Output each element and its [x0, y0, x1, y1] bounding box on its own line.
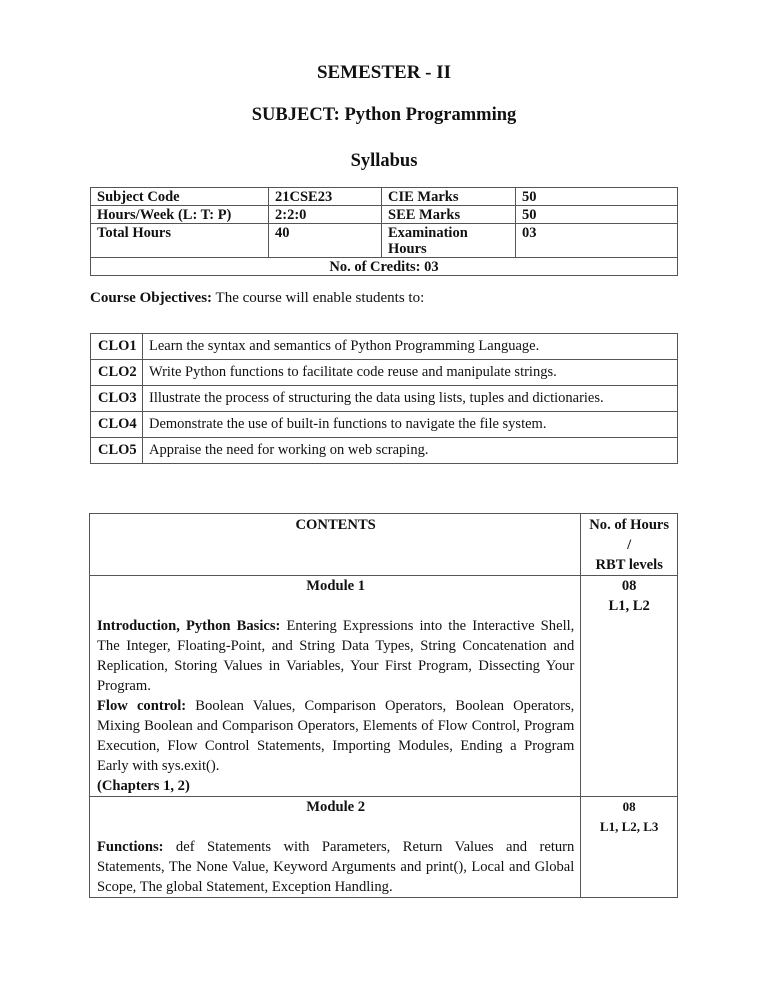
clo-text: Demonstrate the use of built-in functions to navigate the file system. — [143, 412, 678, 438]
module-1-hours-cell — [581, 576, 678, 797]
clo-text: Illustrate the process of structuring the data using lists, tuples and dictionaries. — [143, 386, 678, 412]
clo-text: Appraise the need for working on web scraping. — [143, 438, 678, 464]
info-value: 50 — [516, 206, 678, 224]
clo-text: Learn the syntax and semantics of Python Programming Language. — [143, 334, 678, 360]
info-label: Subject Code — [91, 188, 269, 206]
hours-header-line1: No. of Hours — [589, 517, 670, 533]
contents-table — [89, 513, 678, 898]
table-row — [91, 206, 678, 224]
module-2-hours: 08 — [622, 799, 636, 814]
clo-code: CLO2 — [91, 360, 143, 386]
section-text: Boolean Values, Comparison Operators, Boolean Operators, Mixing Boolean and Comparison Operators, Elements of Flow Control, Program Execution, Flow Control Statements, Importing Modules, Ending a Program Early with sys.exit(). — [97, 698, 575, 774]
module-1-title: Module 1 — [306, 578, 366, 594]
subject-heading: SUBJECT: Python Programming — [251, 105, 517, 125]
section-label: Functions: — [97, 839, 164, 855]
table-header-row — [90, 514, 678, 576]
module-2-hours-cell — [581, 797, 678, 898]
table-row — [91, 188, 678, 206]
section-label: Introduction, Python Basics: — [97, 618, 281, 634]
table-row — [91, 224, 678, 258]
info-label: SEE Marks — [382, 206, 516, 224]
hours-header-line3: RBT levels — [595, 557, 663, 573]
module-2-section-1 — [97, 837, 574, 897]
contents-header: CONTENTS — [295, 517, 376, 533]
info-value: 40 — [269, 224, 382, 258]
credits-cell: No. of Credits: 03 — [91, 258, 678, 276]
info-value: 21CSE23 — [269, 188, 382, 206]
table-row — [91, 334, 678, 360]
table-row — [91, 438, 678, 464]
module-2-content — [90, 797, 581, 898]
clo-code: CLO5 — [91, 438, 143, 464]
clo-code: CLO4 — [91, 412, 143, 438]
subject-info-table — [90, 187, 678, 276]
module-1-section-1 — [97, 616, 574, 696]
info-label: Hours/Week (L: T: P) — [91, 206, 269, 224]
info-label: Examination Hours — [382, 224, 516, 258]
table-row — [91, 360, 678, 386]
info-label: CIE Marks — [382, 188, 516, 206]
table-row — [91, 258, 678, 276]
hours-header-line2: / — [627, 537, 632, 553]
module-1-content — [90, 576, 581, 797]
table-row — [91, 386, 678, 412]
clo-table — [90, 333, 678, 464]
section-text: Entering Expressions into the Interactive Shell, The Integer, Floating-Point, and String Data Types, String Concatenation and Replication, Storing Values in Variables, Your First Program, Dissecting Your Program. — [97, 618, 575, 694]
course-objectives-label: Course Objectives: — [90, 290, 213, 306]
info-label: Total Hours — [91, 224, 269, 258]
clo-code: CLO1 — [91, 334, 143, 360]
section-text: def Statements with Parameters, Return Values and return Statements, The None Value, Keyword Arguments and print(), Local and Global Scope, The global Statement, Exception Handling. — [97, 839, 575, 895]
module-row — [90, 797, 678, 898]
module-1-levels: L1, L2 — [608, 598, 650, 614]
table-row — [91, 412, 678, 438]
semester-heading: SEMESTER - II — [316, 62, 452, 83]
info-value: 50 — [516, 188, 678, 206]
module-1-hours: 08 — [621, 578, 637, 594]
clo-code: CLO3 — [91, 386, 143, 412]
contents-header-cell — [90, 514, 581, 576]
clo-text: Write Python functions to facilitate code reuse and manipulate strings. — [143, 360, 678, 386]
course-objectives-intro — [90, 290, 424, 307]
module-row — [90, 576, 678, 797]
info-value: 03 — [516, 224, 678, 258]
course-objectives-text: The course will enable students to: — [212, 290, 425, 306]
module-2-levels: L1, L2, L3 — [599, 819, 659, 834]
info-value: 2:2:0 — [269, 206, 382, 224]
hours-header-cell — [581, 514, 678, 576]
section-label: Flow control: — [97, 698, 187, 714]
module-1-chapters: (Chapters 1, 2) — [97, 778, 190, 794]
syllabus-heading: Syllabus — [350, 151, 418, 171]
module-2-title: Module 2 — [306, 799, 366, 815]
module-1-section-2 — [97, 696, 574, 776]
